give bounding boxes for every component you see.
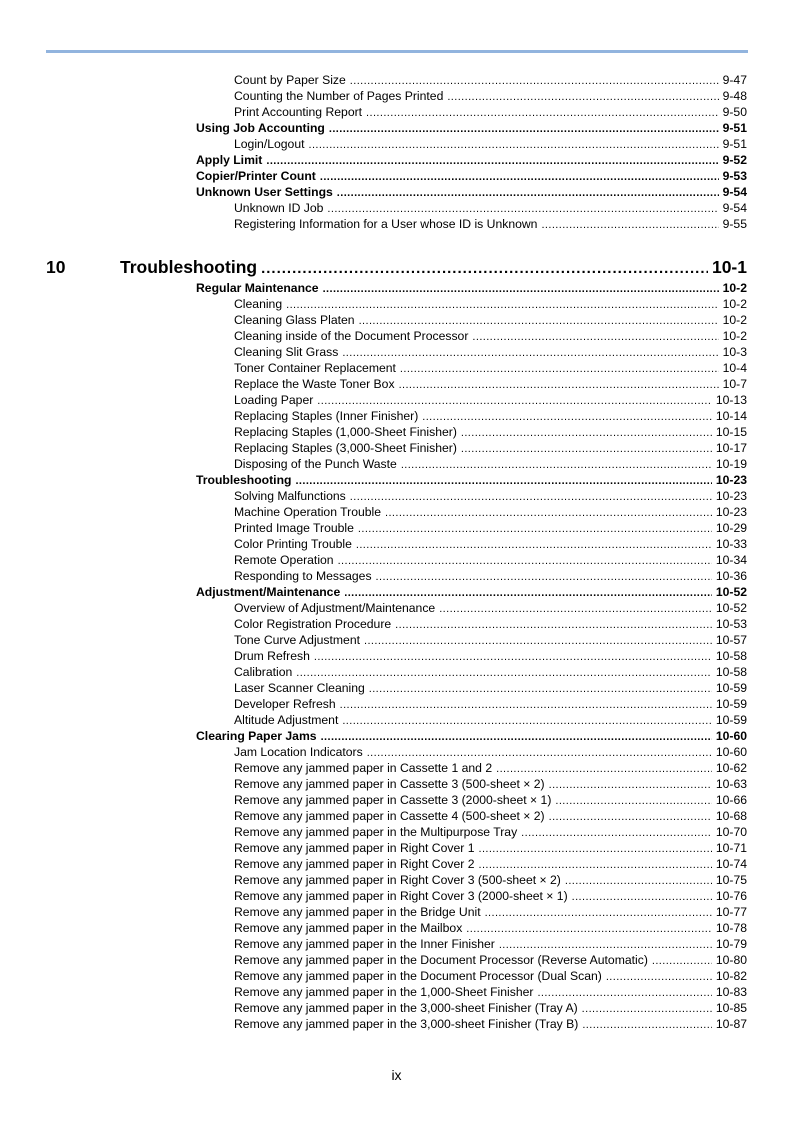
dot-leader <box>485 905 712 921</box>
dot-leader <box>537 985 711 1001</box>
dot-leader <box>395 617 712 633</box>
toc-entry-title: Regular Maintenance <box>196 281 319 295</box>
chapter-page: 10-1 <box>711 257 747 277</box>
toc-entry-title: Count by Paper Size <box>234 73 346 87</box>
toc-entry-title: Disposing of the Punch Waste <box>234 457 397 471</box>
dot-leader <box>338 553 712 569</box>
toc-entry-title: Remove any jammed paper in the Bridge Unit <box>234 905 481 919</box>
toc-entry[interactable] <box>234 104 747 120</box>
toc-entry-title: Remove any jammed paper in the Mailbox <box>234 921 463 935</box>
dot-leader <box>496 761 712 777</box>
toc-entry-title: Altitude Adjustment <box>234 713 339 727</box>
toc-entry[interactable] <box>234 808 747 824</box>
dot-leader <box>358 521 712 537</box>
toc-entry-page: 10-57 <box>715 633 747 647</box>
toc-entry[interactable] <box>234 648 747 664</box>
toc-entry-page: 10-2 <box>722 313 747 327</box>
page-number: ix <box>391 1067 402 1083</box>
toc-entry[interactable] <box>234 344 747 360</box>
toc-entry-title: Replacing Staples (Inner Finisher) <box>234 409 419 423</box>
dot-leader <box>342 345 718 361</box>
toc-entry[interactable] <box>234 360 747 376</box>
dot-leader <box>286 297 718 313</box>
toc-entry-title: Unknown User Settings <box>196 185 333 199</box>
toc-entry-page: 10-71 <box>715 841 747 855</box>
toc-entry[interactable] <box>196 472 747 488</box>
toc-entry-title: Machine Operation Trouble <box>234 505 382 519</box>
toc-entry[interactable] <box>234 632 747 648</box>
toc-entry-page: 10-85 <box>715 1001 747 1015</box>
toc-entry-page: 10-76 <box>715 889 747 903</box>
dot-leader <box>321 729 712 745</box>
toc-entry-title: Overview of Adjustment/Maintenance <box>234 601 436 615</box>
toc-entry[interactable] <box>234 408 747 424</box>
dot-leader <box>461 441 712 457</box>
toc-entry[interactable] <box>234 456 747 472</box>
toc-entry[interactable] <box>234 376 747 392</box>
toc-entry-page: 9-53 <box>722 169 747 183</box>
dot-leader <box>340 697 712 713</box>
toc-entry-title: Remove any jammed paper in Right Cover 1 <box>234 841 475 855</box>
toc-entry-title: Cleaning inside of the Document Processor <box>234 329 469 343</box>
dot-leader <box>549 777 712 793</box>
toc-entry-page: 10-29 <box>715 521 747 535</box>
toc-entry-page: 9-52 <box>722 153 747 167</box>
dot-leader <box>329 121 719 137</box>
toc-entry[interactable] <box>234 904 747 920</box>
dot-leader <box>295 473 711 489</box>
toc-entry-page: 9-51 <box>722 121 747 135</box>
toc-entry-page: 10-77 <box>715 905 747 919</box>
toc-entry[interactable] <box>234 664 747 680</box>
toc-entry[interactable] <box>234 200 747 216</box>
toc-entry-title: Tone Curve Adjustment <box>234 633 361 647</box>
toc-entry[interactable] <box>234 744 747 760</box>
dot-leader <box>327 201 718 217</box>
toc-entry[interactable] <box>234 488 747 504</box>
dot-leader <box>320 169 719 185</box>
toc-entry-page: 10-60 <box>715 745 747 759</box>
toc-entry[interactable] <box>234 936 747 952</box>
toc-entry-page: 9-55 <box>722 217 747 231</box>
toc-entry[interactable] <box>234 792 747 808</box>
toc-entry-title: Remove any jammed paper in Cassette 3 (500-sheet × 2) <box>234 777 545 791</box>
toc-entry-page: 10-63 <box>715 777 747 791</box>
toc-entry-page: 10-33 <box>715 537 747 551</box>
toc-entry-page: 10-4 <box>722 361 747 375</box>
dot-leader <box>323 281 719 297</box>
toc-entry[interactable] <box>234 696 747 712</box>
toc-entry-title: Remove any jammed paper in the Document Processor (Dual Scan) <box>234 969 602 983</box>
toc-entry-title: Printed Image Trouble <box>234 521 354 535</box>
toc-entry-page: 10-75 <box>715 873 747 887</box>
dot-leader <box>296 665 712 681</box>
toc-entry-page: 10-17 <box>715 441 747 455</box>
toc-entry-title: Print Accounting Report <box>234 105 363 119</box>
toc-entry-page: 10-87 <box>715 1017 747 1031</box>
toc-entry[interactable] <box>234 760 747 776</box>
toc-entry-page: 10-14 <box>715 409 747 423</box>
dot-leader <box>572 889 712 905</box>
toc-entry[interactable] <box>234 1000 747 1016</box>
toc-entry[interactable] <box>234 840 747 856</box>
dot-leader <box>439 601 712 617</box>
toc-entry[interactable] <box>234 296 747 312</box>
toc-entry-title: Remove any jammed paper in Right Cover 3 (2000-sheet × 1) <box>234 889 568 903</box>
toc-entry-title: Login/Logout <box>234 137 305 151</box>
toc-entry-page: 10-7 <box>722 377 747 391</box>
toc-entry-page: 9-51 <box>722 137 747 151</box>
toc-entry-page: 10-58 <box>715 649 747 663</box>
toc-entry[interactable] <box>234 328 747 344</box>
toc-entry-page: 10-60 <box>715 729 747 743</box>
toc-entry-title: Cleaning <box>234 297 283 311</box>
toc-entry-page: 10-83 <box>715 985 747 999</box>
toc-entry[interactable] <box>234 888 747 904</box>
toc-entry-title: Color Printing Trouble <box>234 537 352 551</box>
toc-entry[interactable] <box>234 616 747 632</box>
toc-entry-page: 10-52 <box>715 601 747 615</box>
toc-entry[interactable] <box>196 120 747 136</box>
toc-entry-title: Copier/Printer Count <box>196 169 316 183</box>
toc-entry-page: 9-47 <box>722 73 747 87</box>
toc-entry-title: Responding to Messages <box>234 569 372 583</box>
toc-entry[interactable] <box>196 168 747 184</box>
toc-entry[interactable] <box>234 520 747 536</box>
toc-entry-page: 10-3 <box>722 345 747 359</box>
chapter-heading[interactable] <box>46 256 747 278</box>
toc-entry-page: 10-74 <box>715 857 747 871</box>
toc-entry[interactable] <box>234 392 747 408</box>
toc-entry-title: Jam Location Indicators <box>234 745 363 759</box>
dot-leader <box>350 73 719 89</box>
dot-leader <box>549 809 712 825</box>
dot-leader <box>461 425 712 441</box>
toc-entry-page: 10-36 <box>715 569 747 583</box>
dot-leader <box>472 329 718 345</box>
toc-entry-title: Cleaning Glass Platen <box>234 313 355 327</box>
toc-entry-page: 10-34 <box>715 553 747 567</box>
toc-entry-page: 9-50 <box>722 105 747 119</box>
toc-entry-page: 10-15 <box>715 425 747 439</box>
dot-leader <box>466 921 712 937</box>
dot-leader <box>350 489 712 505</box>
toc-entry-title: Drum Refresh <box>234 649 310 663</box>
toc-entry-page: 10-13 <box>715 393 747 407</box>
toc-entry-page: 10-2 <box>722 281 747 295</box>
dot-leader <box>344 585 712 601</box>
toc-entry-page: 10-78 <box>715 921 747 935</box>
toc-entry-title: Using Job Accounting <box>196 121 325 135</box>
toc-entry[interactable] <box>196 184 747 200</box>
dot-leader <box>499 937 712 953</box>
toc-entry-title: Registering Information for a User whose ID is Unknown <box>234 217 538 231</box>
chapter-title-row[interactable] <box>120 256 747 278</box>
dot-leader <box>385 505 712 521</box>
toc-entry[interactable] <box>234 984 747 1000</box>
dot-leader <box>565 873 712 889</box>
toc-entry-title: Remove any jammed paper in Cassette 4 (500-sheet × 2) <box>234 809 545 823</box>
toc-entry-title: Troubleshooting <box>196 473 292 487</box>
toc-entry-title: Loading Paper <box>234 393 314 407</box>
toc-entry-title: Counting the Number of Pages Printed <box>234 89 444 103</box>
chapter-number: 10 <box>46 257 66 277</box>
dot-leader <box>541 217 718 233</box>
dot-leader <box>366 105 719 121</box>
dot-leader <box>399 377 719 393</box>
dot-leader <box>308 137 718 153</box>
dot-leader <box>521 825 712 841</box>
dot-leader <box>369 681 712 697</box>
toc-entry-title: Remove any jammed paper in the 1,000-Sheet Finisher <box>234 985 534 999</box>
toc-entry[interactable] <box>234 504 747 520</box>
toc-entry[interactable] <box>234 872 747 888</box>
toc-entry-title: Clearing Paper Jams <box>196 729 317 743</box>
toc-entry[interactable] <box>234 680 747 696</box>
chapter-title: Troubleshooting <box>120 257 258 277</box>
toc-entry[interactable] <box>234 968 747 984</box>
toc-entry-page: 10-19 <box>715 457 747 471</box>
dot-leader <box>555 793 711 809</box>
toc-entry-title: Apply Limit <box>196 153 263 167</box>
dot-leader <box>401 457 712 473</box>
toc-entry[interactable] <box>234 72 747 88</box>
toc-entry-page: 9-54 <box>722 201 747 215</box>
toc-entry-title: Cleaning Slit Grass <box>234 345 339 359</box>
dot-leader <box>582 1017 711 1033</box>
toc-entry-title: Remove any jammed paper in the Multipurpose Tray <box>234 825 518 839</box>
dot-leader <box>447 89 718 105</box>
toc-entry-title: Replacing Staples (3,000-Sheet Finisher) <box>234 441 457 455</box>
toc-entry-title: Calibration <box>234 665 293 679</box>
dot-leader <box>261 258 708 280</box>
toc-entry-page: 10-70 <box>715 825 747 839</box>
toc-entry[interactable] <box>234 312 747 328</box>
toc-entry-title: Remove any jammed paper in the 3,000-sheet Finisher (Tray A) <box>234 1001 578 1015</box>
dot-leader <box>582 1001 712 1017</box>
toc-entry[interactable] <box>196 584 747 600</box>
dot-leader <box>422 409 712 425</box>
dot-leader <box>400 361 719 377</box>
toc-entry-title: Replacing Staples (1,000-Sheet Finisher) <box>234 425 457 439</box>
dot-leader <box>606 969 712 985</box>
toc-entry[interactable] <box>234 824 747 840</box>
toc-entry[interactable] <box>234 712 747 728</box>
toc-entry-page: 10-23 <box>715 473 747 487</box>
toc-entry[interactable] <box>234 552 747 568</box>
toc-entry[interactable] <box>234 440 747 456</box>
toc-entry-page: 10-23 <box>715 505 747 519</box>
toc-entry[interactable] <box>234 568 747 584</box>
dot-leader <box>342 713 711 729</box>
toc-entry-page: 10-58 <box>715 665 747 679</box>
toc-entry-title: Remove any jammed paper in Cassette 3 (2000-sheet × 1) <box>234 793 552 807</box>
toc-entry[interactable] <box>234 424 747 440</box>
toc-entry-title: Toner Container Replacement <box>234 361 396 375</box>
toc-entry[interactable] <box>234 920 747 936</box>
toc-entry[interactable] <box>234 776 747 792</box>
toc-entry[interactable] <box>234 136 747 152</box>
toc-entry[interactable] <box>234 1016 747 1032</box>
dot-leader <box>364 633 712 649</box>
dot-leader <box>317 393 712 409</box>
dot-leader <box>356 537 712 553</box>
toc-entry-title: Remove any jammed paper in Right Cover 2 <box>234 857 475 871</box>
toc-entry-page: 10-2 <box>722 329 747 343</box>
toc-entry-title: Remove any jammed paper in Right Cover 3 (500-sheet × 2) <box>234 873 561 887</box>
toc-entry-page: 9-48 <box>722 89 747 103</box>
dot-leader <box>478 857 711 873</box>
toc-entry-title: Replace the Waste Toner Box <box>234 377 395 391</box>
toc-entry[interactable] <box>234 216 747 232</box>
toc-entry-title: Laser Scanner Cleaning <box>234 681 365 695</box>
dot-leader <box>376 569 712 585</box>
toc-entry[interactable] <box>196 280 747 296</box>
dot-leader <box>266 153 718 169</box>
toc-entry[interactable] <box>234 536 747 552</box>
toc-entry[interactable] <box>234 88 747 104</box>
toc-entry[interactable] <box>234 952 747 968</box>
toc-entry-title: Remove any jammed paper in the Document Processor (Reverse Automatic) <box>234 953 648 967</box>
toc-entry-page: 10-62 <box>715 761 747 775</box>
dot-leader <box>367 745 712 761</box>
toc-entry-title: Remote Operation <box>234 553 334 567</box>
toc-entry-title: Solving Malfunctions <box>234 489 346 503</box>
toc-entry-title: Remove any jammed paper in the Inner Finisher <box>234 937 495 951</box>
toc-entry-page: 10-80 <box>715 953 747 967</box>
toc-entry-title: Developer Refresh <box>234 697 336 711</box>
header-rule <box>46 50 748 53</box>
toc-entry-title: Remove any jammed paper in the 3,000-sheet Finisher (Tray B) <box>234 1017 579 1031</box>
toc-entry[interactable] <box>234 600 747 616</box>
toc-entry-title: Adjustment/Maintenance <box>196 585 341 599</box>
toc-entry-page: 10-79 <box>715 937 747 951</box>
toc-entry-page: 10-82 <box>715 969 747 983</box>
toc-entry-page: 10-23 <box>715 489 747 503</box>
dot-leader <box>337 185 719 201</box>
dot-leader <box>652 953 712 969</box>
dot-leader <box>314 649 712 665</box>
toc-entry-page: 10-68 <box>715 809 747 823</box>
toc-entry-page: 9-54 <box>722 185 747 199</box>
toc-entry-page: 10-52 <box>715 585 747 599</box>
toc-entry-title: Unknown ID Job <box>234 201 324 215</box>
toc-entry-page: 10-2 <box>722 297 747 311</box>
toc-entry-page: 10-53 <box>715 617 747 631</box>
toc-entry-page: 10-59 <box>715 697 747 711</box>
toc-entry[interactable] <box>196 728 747 744</box>
toc-entry-page: 10-59 <box>715 713 747 727</box>
toc-entry-page: 10-66 <box>715 793 747 807</box>
toc-entry[interactable] <box>234 856 747 872</box>
toc-entry-title: Remove any jammed paper in Cassette 1 and 2 <box>234 761 493 775</box>
dot-leader <box>478 841 711 857</box>
toc-entry-title: Color Registration Procedure <box>234 617 392 631</box>
toc-entry[interactable] <box>196 152 747 168</box>
dot-leader <box>359 313 719 329</box>
toc-entry-page: 10-59 <box>715 681 747 695</box>
